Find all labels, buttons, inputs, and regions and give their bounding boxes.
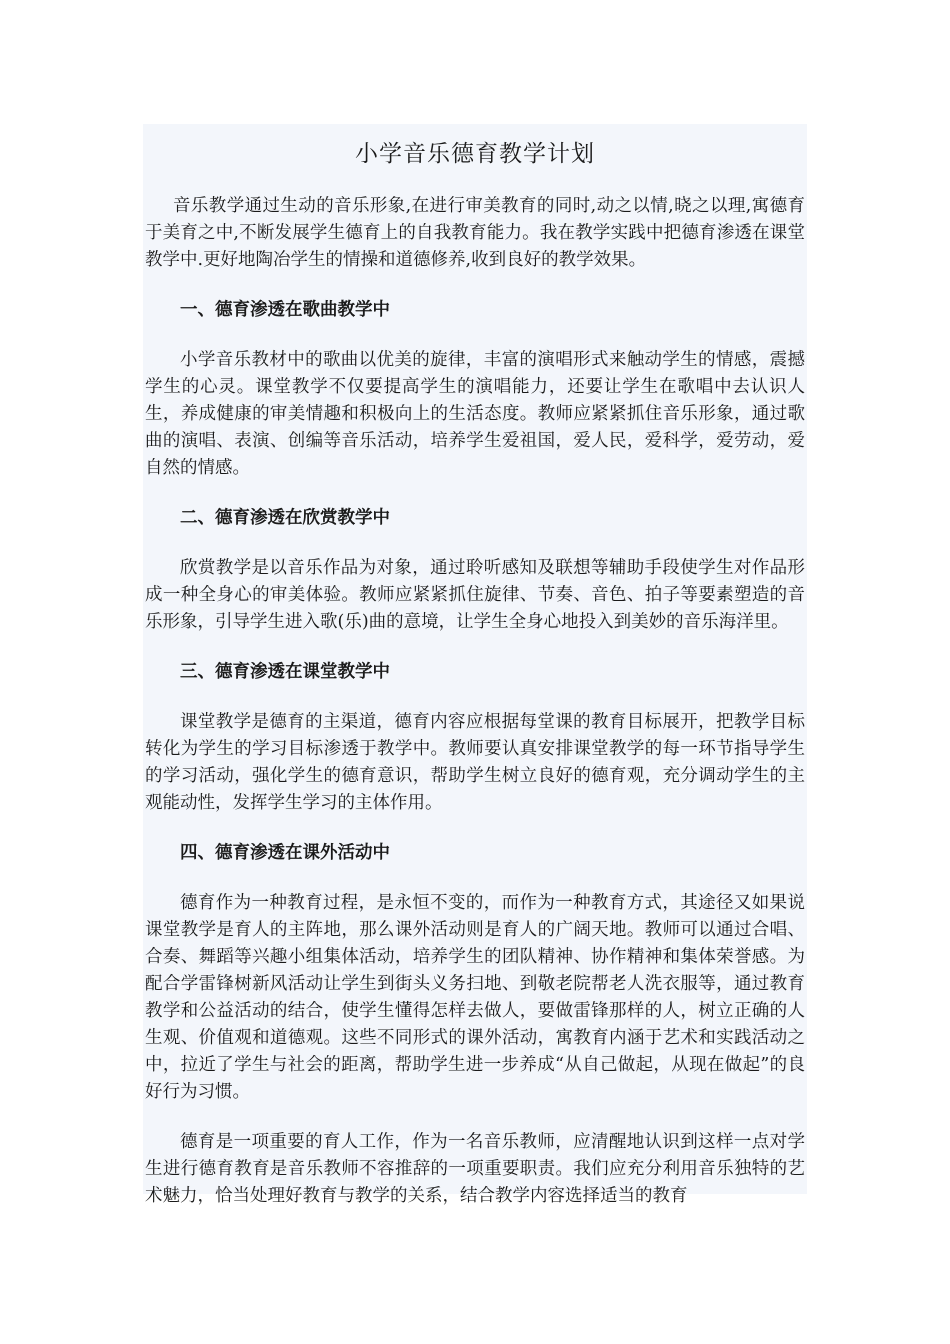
section-body-4: 德育作为一种教育过程，是永恒不变的，而作为一种教育方式，其途径又如果说课堂教学是育人的主阵地，那么课外活动则是育人的广阔天地。教师可以通过合唱、合奏、舞蹈等兴趣小组集体活动，培养学生的团队精神、协作精神和集体荣誉感。为配合学雷锋树新风活动让学生到街头义务扫地、到敬老院帮老人洗衣服等，通过教育教学和公益活动的结合，使学生懂得怎样去做人，要做雷锋那样的人，树立正确的人生观、价值观和道德观。这些不同形式的课外活动，寓教育内涵于艺术和实践活动之中，拉近了学生与社会的距离，帮助学生进一步养成“从自己做起，从现在做起”的良好行为习惯。 <box>145 893 805 1102</box>
section-heading-1: 一、德育渗透在歌曲教学中 <box>180 300 390 320</box>
document-title: 小学音乐德育教学计划 <box>355 141 595 167</box>
intro-paragraph: 音乐教学通过生动的音乐形象,在进行审美教育的同时,动之以情,晓之以理,寓德育于美育之中,不断发展学生德育上的自我教育能力。我在教学实践中把德育渗透在课堂教学中.更好地陶冶学生的情操和道德修养,收到良好的教学效果。 <box>145 196 805 270</box>
section-heading-2: 二、德育渗透在欣赏教学中 <box>180 508 390 528</box>
section-heading-3: 三、德育渗透在课堂教学中 <box>180 662 390 682</box>
section-body-2: 欣赏教学是以音乐作品为对象，通过聆听感知及联想等辅助手段使学生对作品形成一种全身心的审美体验。教师应紧紧抓住旋律、节奏、音色、拍子等要素塑造的音乐形象，引导学生进入歌(乐)曲的意境，让学生全身心地投入到美妙的音乐海洋里。 <box>145 558 805 632</box>
section-heading-4: 四、德育渗透在课外活动中 <box>180 843 390 863</box>
section-body-3: 课堂教学是德育的主渠道，德育内容应根据每堂课的教育目标展开，把教学目标转化为学生的学习目标渗透于教学中。教师要认真安排课堂教学的每一环节指导学生的学习活动，强化学生的德育意识，帮助学生树立良好的德育观，充分调动学生的主观能动性，发挥学生学习的主体作用。 <box>145 712 805 813</box>
document-page <box>143 124 807 1206</box>
section-body-1: 小学音乐教材中的歌曲以优美的旋律，丰富的演唱形式来触动学生的情感，震撼学生的心灵。课堂教学不仅要提高学生的演唱能力，还要让学生在歌唱中去认识人生，养成健康的审美情趣和积极向上的生活态度。教师应紧紧抓住音乐形象，通过歌曲的演唱、表演、创编等音乐活动，培养学生爱祖国，爱人民，爱科学，爱劳动，爱自然的情感。 <box>145 350 805 478</box>
closing-paragraph: 德育是一项重要的育人工作，作为一名音乐教师，应清醒地认识到这样一点对学生进行德育教育是音乐教师不容推辞的一项重要职责。我们应充分利用音乐独特的艺术魅力，恰当处理好教育与教学的关系，结合教学内容选择适当的教育 <box>145 1132 805 1206</box>
